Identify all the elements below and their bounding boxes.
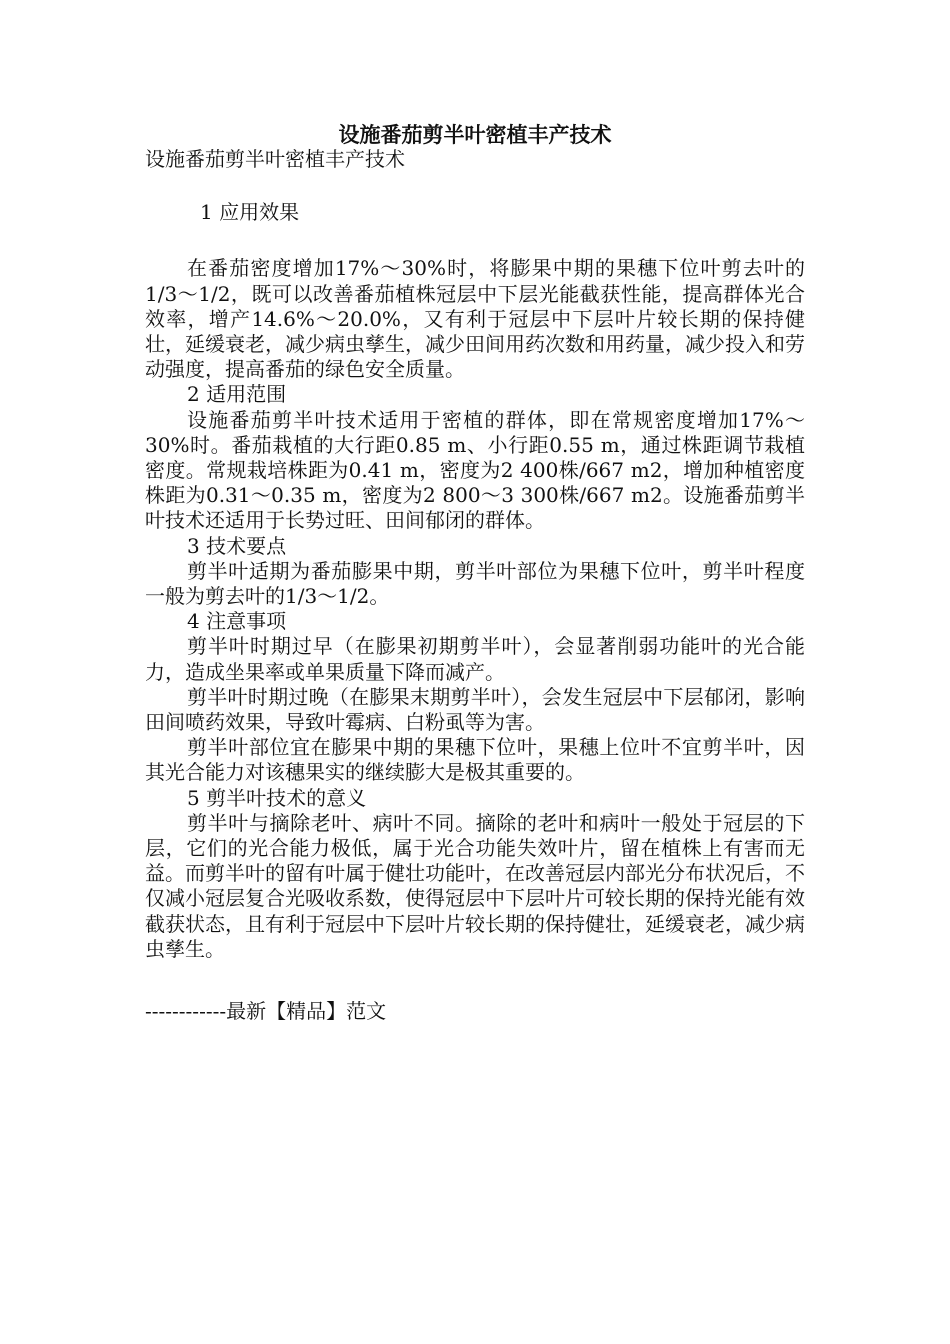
section-paragraph: 剪半叶与摘除老叶、病叶不同。摘除的老叶和病叶一般处于冠层的下层，它们的光合能力极低，属于光合功能失效叶片，留在植株上有害而无益。而剪半叶的留有叶属于健壮功能叶，在改善冠层内部光分布状况后，不仅减小冠层复合光吸收系数，使得冠层中下层叶片可较长期的保持光能有效截获状态，且有利于冠层中下层叶片较长期的保持健壮，延缓衰老，减少病虫孳生。 xyxy=(145,810,805,961)
document-subtitle: 设施番茄剪半叶密植丰产技术 xyxy=(145,147,405,171)
section-heading: 4 注意事项 xyxy=(187,609,287,634)
section-paragraph: 剪半叶适期为番茄膨果中期，剪半叶部位为果穗下位叶，剪半叶程度一般为剪去叶的1/3～1/2。 xyxy=(145,558,805,609)
document-title: 设施番茄剪半叶密植丰产技术 xyxy=(338,122,612,147)
document-body xyxy=(145,147,805,1024)
footer-text: ------------最新【精品】范文 xyxy=(145,999,387,1024)
section-paragraph: 在番茄密度增加17%～30%时，将膨果中期的果穗下位叶剪去叶的1/3～1/2，既可以改善番茄植株冠层中下层光能截获性能，提高群体光合效率，增产14.6%～20.0%，又有利于冠层中下层叶片较长期的保持健壮，延缓衰老，减少病虫孳生，减少田间用药次数和用药量，减少投入和劳动强度，提高番茄的绿色安全质量。 xyxy=(145,256,805,382)
section-paragraph: 剪半叶部位宜在膨果中期的果穗下位叶，果穗上位叶不宜剪半叶，因其光合能力对该穗果实的继续膨大是极其重要的。 xyxy=(145,735,805,785)
section-heading: 2 适用范围 xyxy=(187,382,287,407)
section-heading: 5 剪半叶技术的意义 xyxy=(187,785,367,810)
section-heading: 1 应用效果 xyxy=(200,200,300,225)
section-paragraph: 剪半叶时期过早（在膨果初期剪半叶），会显著削弱功能叶的光合能力，造成坐果率或单果质量下降而减产。 xyxy=(145,634,805,684)
section-heading: 3 技术要点 xyxy=(187,533,287,558)
section-paragraph: 剪半叶时期过晚（在膨果末期剪半叶），会发生冠层中下层郁闭，影响田间喷药效果，导致叶霉病、白粉虱等为害。 xyxy=(145,684,805,735)
section-paragraph: 设施番茄剪半叶技术适用于密植的群体，即在常规密度增加17%～30%时。番茄栽植的大行距0.85 m、小行距0.55 m，通过株距调节栽植密度。常规栽培株距为0.41 m，密度为2 400株/667 m2，增加种植密度株距为0.31～0.35 m，密度为2 800～3 300株/667 m2。设施番茄剪半叶技术还适用于长势过旺、田间郁闭的群体。 xyxy=(145,407,805,533)
